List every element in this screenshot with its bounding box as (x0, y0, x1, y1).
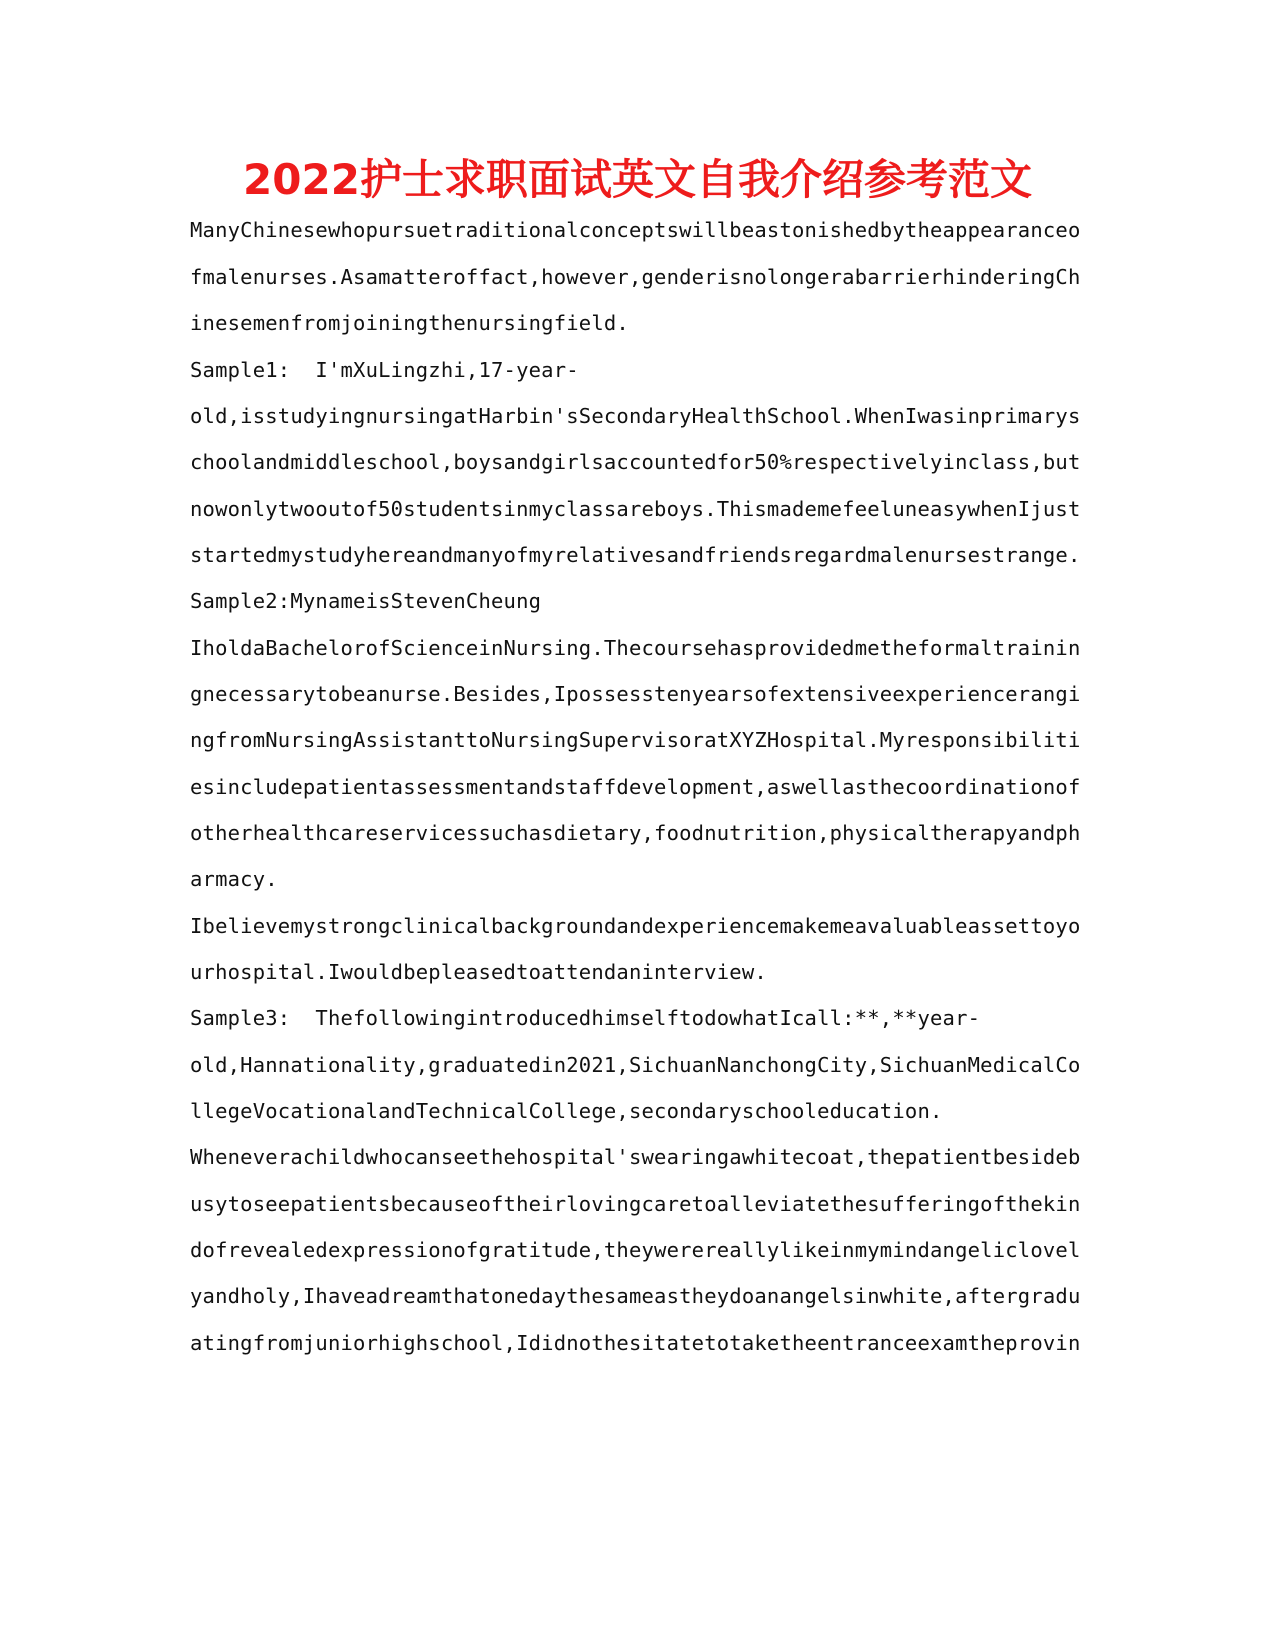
text-line: gnecessarytobeanurse.Besides,Ipossesstenyearsofextensiveexperiencerangi (190, 682, 1081, 706)
text-line: Sample3: ThefollowingintroducedhimselftodowhatIcall:**,**year- (190, 1006, 981, 1030)
text-line: usytoseepatientsbecauseoftheirlovingcaretoalleviatethesufferingofthekin (190, 1192, 1081, 1216)
text-line: fmalenurses.Asamatteroffact,however,genderisnolongerabarrierhinderingCh (190, 265, 1081, 289)
text-line: ManyChinesewhopursuetraditionalconceptswillbeastonishedbytheappearanceo (190, 218, 1081, 242)
document-title: 2022护士求职面试英文自我介绍参考范文 (243, 155, 1032, 204)
text-line: atingfromjuniorhighschool,Ididnothesitatetotaketheentranceexamtheprovin (190, 1331, 1081, 1355)
text-line: ngfromNursingAssistanttoNursingSupervisoratXYZHospital.Myresponsibiliti (190, 728, 1081, 752)
text-line: Sample2:MynameisStevenCheung (190, 589, 542, 613)
text-line: Sample1: I'mXuLingzhi,17-year- (190, 358, 579, 382)
text-line: armacy. (190, 867, 278, 891)
text-line: choolandmiddleschool,boysandgirlsaccountedfor50%respectivelyinclass,but (190, 450, 1081, 474)
text-line: old,isstudyingnursingatHarbin'sSecondaryHealthSchool.WhenIwasinprimarys (190, 404, 1081, 428)
text-line: urhospital.Iwouldbepleasedtoattendaninterview. (190, 960, 767, 984)
text-line: nowonlytwooutof50studentsinmyclassareboys.ThismademefeeluneasywhenIjust (190, 497, 1081, 521)
text-line: otherhealthcareservicessuchasdietary,foodnutrition,physicaltherapyandph (190, 821, 1081, 845)
text-line: esincludepatientassessmentandstaffdevelopment,aswellasthecoordinationof (190, 775, 1081, 799)
text-line: yandholy,Ihaveadreamthatonedaythesameastheydoanangelsinwhite,aftergradu (190, 1284, 1081, 1308)
text-line: inesemenfromjoiningthenursingfield. (190, 311, 629, 335)
text-line: Ibelievemystrongclinicalbackgroundandexperiencemakemeavaluableassettoyo (190, 914, 1081, 938)
text-line: IholdaBachelorofScienceinNursing.Thecoursehasprovidedmetheformaltrainin (190, 636, 1081, 660)
text-line: Wheneverachildwhocanseethehospital'swearingawhitecoat,thepatientbesideb (190, 1145, 1081, 1169)
text-line: dofrevealedexpressionofgratitude,theywerereallylikeinmymindangeliclovel (190, 1238, 1081, 1262)
text-line: startedmystudyhereandmanyofmyrelativesandfriendsregardmalenursestrange. (190, 543, 1081, 567)
text-line: old,Hannationality,graduatedin2021,SichuanNanchongCity,SichuanMedicalCo (190, 1053, 1081, 1077)
text-line: llegeVocationalandTechnicalCollege,secondaryschooleducation. (190, 1099, 943, 1123)
